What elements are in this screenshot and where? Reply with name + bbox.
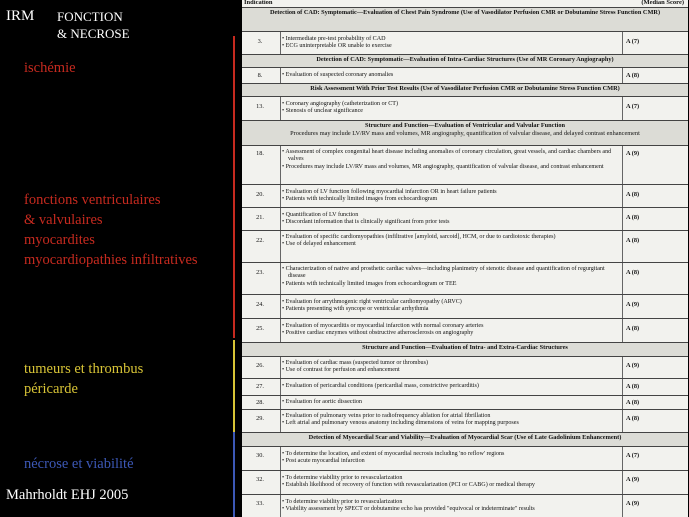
label-functional-group	[24, 190, 198, 270]
table-row: 24. • Evaluation for arrythmogenic right ventricular cardiomyopathy (ARVC) • Patients presenting with syncope or ventricular arrhythmia A (9)	[242, 294, 688, 318]
title-line-2: & NECROSE	[57, 26, 130, 41]
section-header: Structure and Function—Evaluation of Ventricular and Valvular Function Procedures may include LV/RV mass and volumes, MR angiography, quantification of valvular disease, and delayed contrast enhancement	[242, 120, 688, 145]
col-indication: Indication	[244, 0, 273, 6]
table-row: 30. • To determine the location, and extent of myocardial necrosis including 'no reflow' regions • Post acute myocardial infarction A (7)	[242, 446, 688, 470]
table-row: 22. • Evaluation of specific cardiomyopathies (infiltrative [amyloid, sarcoid], HCM, or due to cardiotoxic therapies) • Use of delayed enhancement A (8)	[242, 230, 688, 262]
label-myocardiopathies: myocardiopathies infiltratives	[24, 252, 198, 268]
table-row: 32. • To determine viability prior to revascularization • Establish likelihood of recovery of function with revascularization (PCI or CABG) or medical therapy A (9)	[242, 470, 688, 494]
table-row: 28. • Evaluation for aortic dissection A (8)	[242, 395, 688, 409]
table-row: 23. • Characterization of native and prosthetic cardiac valves—including planimetry of stenotic disease and quantification of regurgitant disease • Patients with technically limited images from echocardiogram or TEE A (8)	[242, 262, 688, 294]
guideline-table	[242, 0, 688, 517]
citation: Mahrholdt EHJ 2005	[6, 487, 129, 503]
col-score: (Median Score)	[641, 0, 684, 6]
label-valvulaires: & valvulaires	[24, 212, 103, 228]
table-row: 21. • Quantification of LV function • Discordant information that is clinically significant from prior tests A (8)	[242, 207, 688, 230]
table-row: 27. • Evaluation of pericardial conditions (pericardial mass, constrictive pericarditis) A (8)	[242, 378, 688, 395]
table-row: 29. • Evaluation of pulmonary veins prior to radiofrequency ablation for atrial fibrillation • Left atrial and pulmonary venous anatomy including dimensions of veins for mapping purposes A (8)	[242, 409, 688, 432]
title-irm: IRM	[6, 8, 35, 24]
table-row: 3. • Intermediate pre-test probability of CAD • ECG uninterpretable OR unable to exercise A (7)	[242, 31, 688, 54]
label-ischemie: ischémie	[24, 60, 76, 76]
label-fonctions-ventriculaires: fonctions ventriculaires	[24, 192, 161, 208]
section-header: Detection of Myocardial Scar and Viability—Evaluation of Myocardial Scar (Use of Late Gadolinium Enhancement)	[242, 432, 688, 446]
table-row: 18. • Assessment of complex congenital heart disease including anomalies of coronary circulation, great vessels, and cardiac chambers and valves • Procedures may include LV/RV mass and volumes, MR angiography, quantification of valvular disease, and contrast enhancement A (9)	[242, 145, 688, 184]
section-header: Detection of CAD: Symptomatic—Evaluation of Chest Pain Syndrome (Use of Vasodilator Perfusion CMR or Dobutamine Stress Function CMR)	[242, 7, 688, 31]
table-row: 20. • Evaluation of LV function following myocardial infarction OR in heart failure patients • Patients with technically limited images from echocardiogram A (8)	[242, 184, 688, 207]
label-myocardites: myocardites	[24, 232, 95, 248]
label-tumeurs-thrombus: tumeurs et thrombus	[24, 361, 144, 377]
red-divider-line	[233, 36, 235, 338]
table-row: 25. • Evaluation of myocarditis or myocardial infarction with normal coronary arteries • Positive cardiac enzymes without obstructive atherosclerosis on angiography A (8)	[242, 318, 688, 342]
section-header: Structure and Function—Evaluation of Intra- and Extra-Cardiac Structures	[242, 342, 688, 356]
table-row: 26. • Evaluation of cardiac mass (suspected tumor or thrombus) • Use of contrast for perfusion and enhancement A (9)	[242, 356, 688, 378]
blue-divider-line	[233, 432, 235, 517]
table-row: 33. • To determine viability prior to revascularization • Viability assessment by SPECT or dobutamine echo has provided "equivocal or indeterminate" results A (9)	[242, 494, 688, 517]
title-fonction-necrose	[57, 8, 130, 42]
title-line-1: FONCTION	[57, 9, 123, 24]
section-header: Risk Assessment With Prior Test Results (Use of Vasodilator Perfusion CMR or Dobutamine Stress Function CMR)	[242, 83, 688, 96]
section-header: Detection of CAD: Symptomatic—Evaluation of Intra-Cardiac Structures (Use of MR Coronary Angiography)	[242, 54, 688, 67]
yellow-divider-line	[233, 340, 235, 432]
table-header	[242, 0, 688, 7]
table-row: 8. • Evaluation of suspected coronary anomalies A (8)	[242, 67, 688, 83]
label-necrose-viabilite: nécrose et viabilité	[24, 456, 134, 472]
section-note: Procedures may include LV/RV mass and volumes, MR angiography, quantification of valvular disease, and delayed contrast enhancement	[290, 130, 640, 137]
label-tumeurs-group	[24, 359, 143, 399]
table-row: 13. • Coronary angiography (catheterization or CT) • Stenosis of unclear significance A (7)	[242, 96, 688, 120]
label-pericarde: péricarde	[24, 381, 78, 397]
